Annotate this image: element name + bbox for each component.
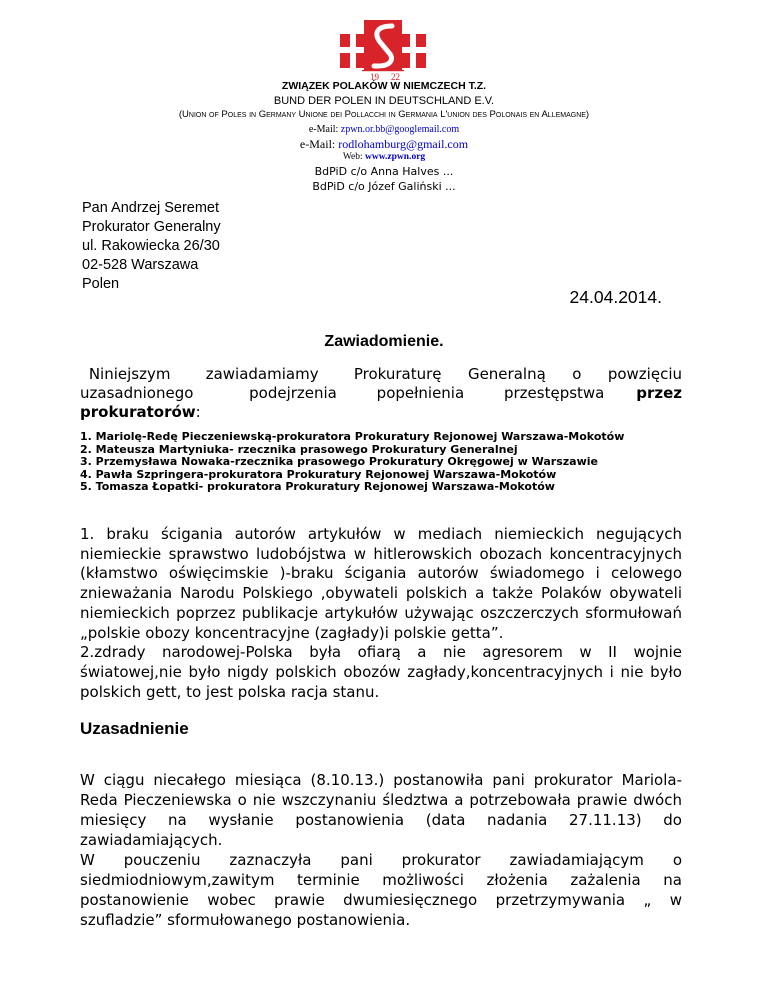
recipient-line: Prokurator Generalny [82,219,221,235]
email-line-2 [0,137,768,152]
justification-section [80,770,682,930]
org-name-german: BUND DER POLEN IN DEUTSCHLAND E.V. [273,95,495,107]
web-label: Web: [342,152,363,162]
email-link-1[interactable]: zpwn.or.bb@googlemail.com [340,124,460,135]
justification-paragraph-1: W ciągu niecałego miesiąca (8.10.13.) postanowiła pani prokurator Mariola-Reda Pieczeniewska o nie wszczynaniu śledztwa a potrzebowała prawie dwóch miesięcy na wysłanie postanowienia (data nadania 27.11.13) do zawiadamiających. [80,771,682,849]
list-item: 2. Mateusza Martyniuka- rzecznika prasowego Prokuratury Generalnej [80,442,518,456]
org-name-polish: ZWIĄZEK POLAKÓW W NIEMCZECH T.Z. [281,80,487,92]
recipient-address [82,199,221,294]
recipient-line: Polen [82,276,120,292]
email-link-2[interactable]: rodlohamburg@gmail.com [338,137,469,151]
charges-section [80,525,682,702]
list-item: 4. Pawła Szpringera-prokuratora Prokuratury Rejonowej Warszawa-Mokotów [80,467,557,481]
list-item: 5. Tomasza Łopatki- prokuratora Prokuratury Rejonowej Warszawa-Mokotów [80,480,555,494]
email-label: e-Mail: [299,137,336,151]
intro-line-3-bold: prokuratorów [80,403,196,421]
web-link[interactable]: www.zpwn.org [365,152,426,162]
logo-year-right: 22 [391,72,400,82]
org-name-translations: (Union of Poles in Germany Unione dei Pollacchi in Germania L'union des Polonais en Allemagne) [178,109,590,120]
email-line-1 [0,124,768,135]
intro-line-3-colon: : [195,403,201,421]
justification-paragraph-2: W pouczeniu zaznaczyła pani prokurator zawiadamiającym o siedmiodniowym,zawitym terminie możliwości złożenia zażalenia na postanowienie wobec prawie dwumiesięcznego przetrzymywania „ w szufladzie” sformułowanego postanowienia. [80,851,682,929]
organization-logo [340,20,426,82]
recipient-line: ul. Rakowiecka 26/30 [82,238,220,254]
recipient-line: Pan Andrzej Seremet [82,200,220,216]
intro-line-2-text: uzasadnionego podejrzenia popełnienia przestępstwa [80,384,637,402]
letter-date: 24.04.2014. [569,287,662,307]
intro-line-1: Niniejszym zawiadamiamy Prokuraturę Generalną o powzięciu [80,365,682,383]
list-item: 3. Przemysława Nowaka-rzecznika prasowego Prokuratury Okręgowej w Warszawie [80,455,598,469]
document-title: Zawiadomienie. [324,333,444,350]
cc-line-2: BdPiD c/o Józef Galiński ... [312,180,456,193]
recipient-line: 02-528 Warszawa [82,257,199,273]
web-line [0,152,768,162]
intro-paragraph [80,365,682,422]
intro-line-2 [80,384,682,403]
charge-paragraph-1: 1. braku ścigania autorów artykułów w mediach niemieckich negujących niemieckie sprawstwo ludobójstwa w hitlerowskich obozach koncentracyjnych (kłamstwo oświęcimskie )-braku ścigania autorów świadomego i celowego znieważania Narodu Polskiego ,obywateli polskich a także Polaków obywateli niemieckich poprzez publikacje artykułów używając oszczerczych sformułowań „polskie obozy koncentracyjne (zagłady)i polskie getta”. [80,525,682,642]
intro-line-2-bold: przez [636,384,682,402]
justification-heading: Uzasadnienie [80,719,189,738]
accused-list [80,431,624,494]
list-item: 1. Mariolę-Redę Pieczeniewską-prokuratora Prokuratury Rejonowej Warszawa-Mokotów [80,430,625,443]
charge-paragraph-2: 2.zdrady narodowej-Polska była ofiarą a nie agresorem w II wojnie światowej,nie było nigdy polskich obozów zagłady,koncentracyjnych i nie było polskich gett, to jest polska racja stanu. [80,643,682,701]
cc-line-1: BdPiD c/o Anna Halves ... [314,165,454,178]
email-label: e-Mail: [308,124,339,135]
logo-year-left: 19 [370,72,379,82]
intro-line-3 [80,403,682,422]
